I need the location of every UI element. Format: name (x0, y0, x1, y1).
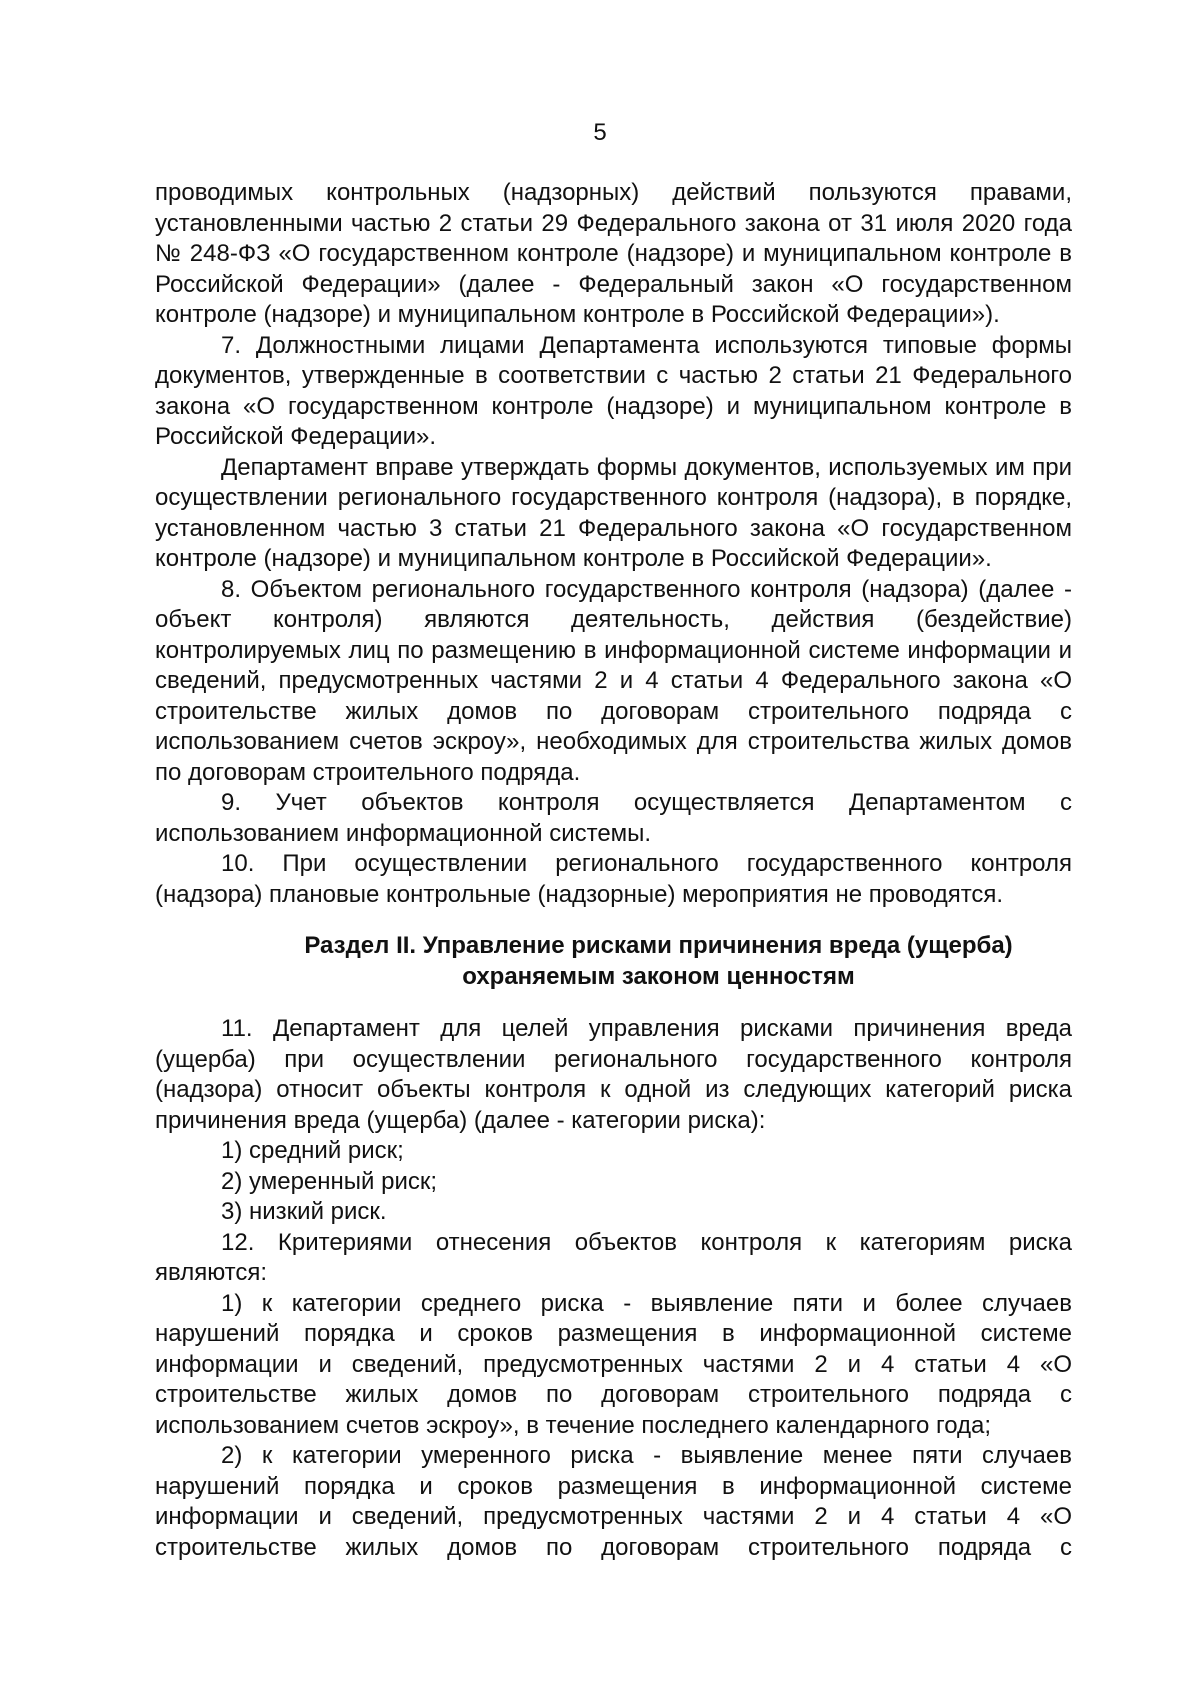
page-number: 5 (593, 119, 607, 146)
criterion-medium-risk: 1) к категории среднего риска - выявление пяти и более случаев нарушений порядка и сроков размещения в информационной системе информации и сведений, предусмотренных частями 2 и 4 статьи 4 «О строительстве жилых домов по договорам строительного подряда с использованием счетов эскроу», в течение последнего календарного года; (155, 1289, 1072, 1439)
paragraph-7-forms: Департамент вправе утверждать формы документов, используемых им при осуществлении регионального государственного контроля (надзора), в порядке, установленном частью 3 статьи 21 Федерального закона «О государственном контроле (надзоре) и муниципальном контроле в Российской Федерации». (155, 453, 1072, 572)
list-item-low-risk: 3) низкий риск. (221, 1198, 387, 1225)
criterion-moderate-risk: 2) к категории умеренного риска - выявление менее пяти случаев нарушений порядка и сроков размещения в информационной системе информации и сведений, предусмотренных частями 2 и 4 статьи 4 «О строительстве жилых домов по договорам строительного подряда с (155, 1442, 1072, 1561)
section-heading (155, 930, 1072, 992)
section-heading-line-2: охраняемым законом ценностям (462, 963, 855, 990)
paragraph-7: 7. Должностными лицами Департамента используются типовые формы документов, утвержденные в соответствии с частью 2 статьи 21 Федерального закона «О государственном контроле (надзоре) и муниципальном контроле в Российской Федерации». (155, 331, 1072, 450)
paragraph-11: 11. Департамент для целей управления рисками причинения вреда (ущерба) при осуществлении регионального государственного контроля (надзора) относит объекты контроля к одной из следующих категорий риска причинения вреда (ущерба) (далее - категории риска): (155, 1015, 1072, 1134)
paragraph-12: 12. Критериями отнесения объектов контроля к категориям риска являются: (155, 1228, 1072, 1286)
paragraph-8: 8. Объектом регионального государственного контроля (надзора) (далее - объект контроля) являются деятельность, действия (бездействие) контролируемых лиц по размещению в информационной системе информации и сведений, предусмотренных частями 2 и 4 статьи 4 Федерального закона «О строительстве жилых домов по договорам строительного подряда с использованием счетов эскроу», необходимых для строительства жилых домов по договорам строительного подряда. (155, 575, 1072, 786)
paragraph-10: 10. При осуществлении регионального государственного контроля (надзора) плановые контрольные (надзорные) мероприятия не проводятся. (155, 850, 1072, 908)
section-heading-line-1: Раздел II. Управление рисками причинения вреда (ущерба) (304, 932, 1013, 959)
paragraph-continuation: проводимых контрольных (надзорных) действий пользуются правами, установленными частью 2 статьи 29 Федерального закона от 31 июля 2020 года № 248-ФЗ «О государственном контроле (надзоре) и муниципальном контроле в Российской Федерации» (далее - Федеральный закон «О государственном контроле (надзоре) и муниципальном контроле в Российской Федерации»). (155, 179, 1072, 328)
paragraph-9: 9. Учет объектов контроля осуществляется Департаментом с использованием информационной системы. (155, 789, 1072, 847)
list-item-medium-risk: 1) средний риск; (221, 1137, 404, 1164)
list-item-moderate-risk: 2) умеренный риск; (221, 1167, 438, 1195)
document-body (155, 178, 1072, 1563)
